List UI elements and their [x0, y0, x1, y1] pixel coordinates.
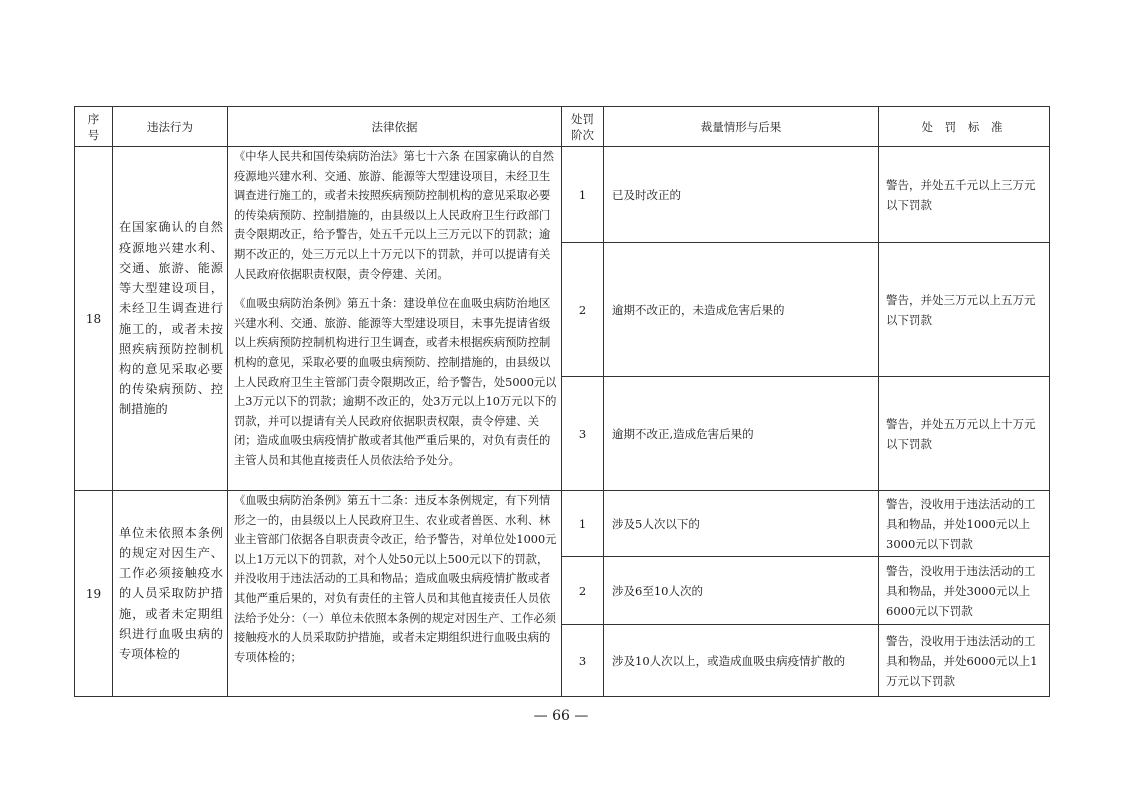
header-no: 序号 — [75, 107, 113, 147]
level-cell: 2 — [562, 243, 604, 377]
violation-cell: 在国家确认的自然疫源地兴建水利、交通、旅游、能源等大型建设项目，未经卫生调查进行施工的，或者未按照疾病预防控制机构的意见采取必要的传染病预防、控制措施的 — [113, 147, 228, 491]
header-row — [75, 107, 1050, 147]
penalty-standard-cell: 警告，没收用于违法活动的工具和物品，并处3000元以上6000元以下罚款 — [879, 557, 1050, 625]
table-row — [75, 147, 1050, 243]
header-circumstance: 裁量情形与后果 — [604, 107, 879, 147]
penalty-standard-cell: 警告，并处五万元以上十万元以下罚款 — [879, 377, 1050, 491]
penalty-standard-cell: 警告，没收用于违法活动的工具和物品，并处1000元以上3000元以下罚款 — [879, 491, 1050, 557]
circumstance-cell: 逾期不改正,造成危害后果的 — [604, 377, 879, 491]
header-basis: 法律依据 — [228, 107, 562, 147]
penalty-standard-cell: 警告，并处三万元以上五万元以下罚款 — [879, 243, 1050, 377]
penalty-table — [74, 106, 1050, 697]
page-number: — 66 — — [533, 708, 589, 724]
circumstance-cell: 逾期不改正的，未造成危害后果的 — [604, 243, 879, 377]
level-cell: 3 — [562, 625, 604, 697]
legal-basis-paragraph: 《中华人民共和国传染病防治法》第七十六条 在国家确认的自然疫源地兴建水利、交通、旅游、能源等大型建设项目，未经卫生调查进行施工的，或者未按照疾病预防控制机构的意见采取必要的传染病预防、控制措施的，由县级以上人民政府卫生行政部门责令限期改正，给予警告，处五千元以上三万元以下的罚款；逾期不改正的，处三万元以上十万元以下的罚款，并可以提请有关人民政府依据职责权限，责令停建、关闭。 — [234, 150, 554, 281]
legal-basis-cell — [228, 147, 562, 491]
circumstance-cell: 涉及5人次以下的 — [604, 491, 879, 557]
row-number: 18 — [75, 147, 113, 491]
circumstance-cell: 涉及10人次以上，或造成血吸虫病疫情扩散的 — [604, 625, 879, 697]
table-row — [75, 491, 1050, 557]
header-standard: 处 罚 标 准 — [879, 107, 1050, 147]
header-act: 违法行为 — [113, 107, 228, 147]
legal-basis-paragraph: 《血吸虫病防治条例》第五十二条：违反本条例规定，有下列情形之一的，由县级以上人民政府卫生、农业或者兽医、水利、林业主管部门依据各自职责责令改正，给予警告，对单位处1000元以上1万元以下的罚款，对个人处50元以上500元以下的罚款，并没收用于违法活动的工具和物品；造成血吸虫病疫情扩散或者其他严重后果的，对负有责任的主管人员和其他直接责任人员依法给予处分：（一）单位未依照本条例的规定对因生产、工作必须接触疫水的人员采取防护措施，或者未定期组织进行血吸虫病的专项体检的； — [234, 494, 557, 664]
header-level: 处罚阶次 — [562, 107, 604, 147]
circumstance-cell: 已及时改正的 — [604, 147, 879, 243]
level-cell: 1 — [562, 491, 604, 557]
penalty-standard-cell: 警告，并处五千元以上三万元以下罚款 — [879, 147, 1050, 243]
penalty-standard-cell: 警告，没收用于违法活动的工具和物品，并处6000元以上1万元以下罚款 — [879, 625, 1050, 697]
circumstance-cell: 涉及6至10人次的 — [604, 557, 879, 625]
row-number: 19 — [75, 491, 113, 697]
level-cell: 2 — [562, 557, 604, 625]
level-cell: 3 — [562, 377, 604, 491]
violation-cell: 单位未依照本条例的规定对因生产、工作必须接触疫水的人员采取防护措施，或者未定期组织进行血吸虫病的专项体检的 — [113, 491, 228, 697]
legal-basis-paragraph: 《血吸虫病防治条例》第五十条：建设单位在血吸虫病防治地区兴建水利、交通、旅游、能源等大型建设项目，未事先提请省级以上疾病预防控制机构进行卫生调查，或者未根据疾病预防控制机构的意见，采取必要的血吸虫病预防、控制措施的，由县级以上人民政府卫生主管部门责令限期改正，给予警告，处5000元以上3万元以下的罚款；逾期不改正的，处3万元以上10万元以下的罚款，并可以提请有关人民政府依据职责权限，责令停建、关闭；造成血吸虫病疫情扩散或者其他严重后果的，对负有责任的主管人员和其他直接责任人员依法给予处分。 — [234, 297, 557, 467]
legal-basis-cell — [228, 491, 562, 697]
level-cell: 1 — [562, 147, 604, 243]
